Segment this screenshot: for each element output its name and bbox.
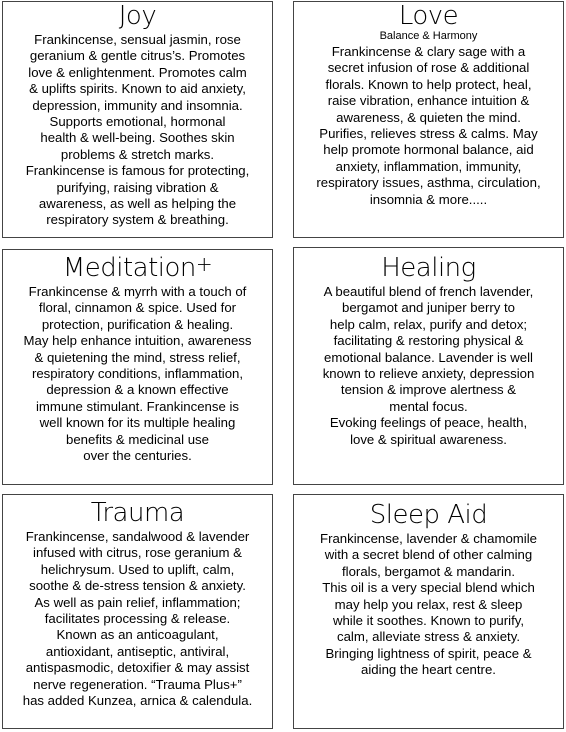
description-line: antioxidant, antiseptic, antiviral, xyxy=(45,643,230,659)
description-line: depression & a known effective xyxy=(46,382,229,398)
description-line: As well as pain relief, inflammation; xyxy=(34,594,241,610)
description-line: facilitates processing & release. xyxy=(44,611,231,627)
description-line: well known for its multiple healing xyxy=(39,415,236,431)
description-line: nerve regeneration. “Trauma Plus+” xyxy=(33,676,242,692)
plus-superscript: + xyxy=(195,252,213,276)
card-description xyxy=(294,284,563,448)
description-line: help promote hormonal balance, aid xyxy=(323,142,534,158)
description-line: may help you relax, rest & sleep xyxy=(334,596,523,612)
card-title: Trauma xyxy=(90,498,185,528)
description-line: May help enhance intuition, awareness xyxy=(23,333,252,349)
description-line: aiding the heart centre. xyxy=(361,662,496,678)
description-line: secret infusion of rose & additional xyxy=(327,60,530,76)
description-line: purifying, raising vibration & xyxy=(56,179,219,195)
description-line: Frankincense, lavender & chamomile xyxy=(320,531,537,546)
card-sleep-aid xyxy=(293,494,564,729)
card-description xyxy=(294,44,563,208)
description-line: Frankincense, sandalwood & lavender xyxy=(25,529,250,544)
card-love xyxy=(293,1,564,238)
description-line: calm, alleviate stress & anxiety. xyxy=(337,629,520,645)
description-line: raise vibration, enhance intuition & xyxy=(327,93,530,109)
description-line: insomnia & more..... xyxy=(369,191,488,207)
card-subtitle: Balance & Harmony xyxy=(379,30,478,42)
description-line: mental focus. xyxy=(389,398,468,414)
description-line: over the centuries. xyxy=(83,448,192,464)
description-line: florals, bergamot & mandarin. xyxy=(342,563,515,579)
card-description xyxy=(3,529,272,709)
card-joy xyxy=(2,1,273,238)
description-line: geranium & gentle citrus’s. Promotes xyxy=(29,48,246,64)
card-meditation xyxy=(2,249,273,485)
card-title: Joy xyxy=(118,1,157,31)
description-line: Supports emotional, hormonal xyxy=(49,114,226,130)
description-line: & uplifts spirits. Known to aid anxiety, xyxy=(29,81,246,97)
description-line: facilitating & restoring physical & xyxy=(333,333,524,349)
description-line: Purifies, relieves stress & calms. May xyxy=(319,126,538,142)
description-line: & quietening the mind, stress relief, xyxy=(34,349,241,365)
description-line: has added Kunzea, arnica & calendula. xyxy=(22,693,253,709)
description-line: love & spiritual awareness. xyxy=(350,431,507,447)
description-line: bergamot and juniper berry to xyxy=(341,300,515,316)
description-line: antispasmodic, detoxifier & may assist xyxy=(25,660,250,676)
card-description xyxy=(3,284,272,464)
description-line: Known as an anticoagulant, xyxy=(56,627,219,643)
card-title xyxy=(3,254,272,282)
description-line: known to relieve anxiety, depression xyxy=(322,366,535,382)
description-line: Frankincense & myrrh with a touch of xyxy=(28,284,247,299)
card-title: Healing xyxy=(381,253,476,283)
card-description xyxy=(3,32,272,229)
description-line: anxiety, inflammation, immunity, xyxy=(335,158,522,174)
card-description xyxy=(294,531,563,679)
card-title: Love xyxy=(398,1,459,31)
description-line: Frankincense, sensual jasmin, rose xyxy=(34,32,241,47)
description-line: respiratory system & breathing. xyxy=(46,212,229,228)
description-line: benefits & medicinal use xyxy=(66,431,209,447)
description-line: A beautiful blend of french lavender, xyxy=(323,284,534,299)
description-line: Frankincense is famous for protecting, xyxy=(25,163,250,179)
description-line: immune stimulant. Frankincense is xyxy=(35,398,239,414)
description-line: infused with citrus, rose geranium & xyxy=(33,545,242,561)
description-line: florals. Known to help protect, heal, xyxy=(325,76,532,92)
description-line: help calm, relax, purify and detox; xyxy=(329,316,528,332)
description-line: depression, immunity and insomnia. xyxy=(32,97,243,113)
description-line: awareness, as well as helping the xyxy=(38,196,237,212)
card-title: Sleep Aid xyxy=(369,500,488,530)
description-line: helichrysum. Used to uplift, calm, xyxy=(40,561,235,577)
description-line: love & enlightenment. Promotes calm xyxy=(28,64,247,80)
card-trauma xyxy=(2,494,273,729)
description-line: protection, purification & healing. xyxy=(41,316,234,332)
description-line: with a secret blend of other calming xyxy=(324,547,533,563)
description-line: tension & improve alertness & xyxy=(340,382,517,398)
description-line: health & well-being. Soothes skin xyxy=(40,130,235,146)
description-line: problems & stretch marks. xyxy=(60,146,215,162)
description-line: awareness, & quieten the mind. xyxy=(336,109,521,125)
description-line: respiratory conditions, inflammation, xyxy=(31,366,244,382)
description-line: Evoking feelings of peace, health, xyxy=(329,415,528,431)
description-line: Frankincense & clary sage with a xyxy=(331,44,526,59)
description-line: while it soothes. Known to purify, xyxy=(332,613,525,629)
description-line: respiratory issues, asthma, circulation, xyxy=(316,175,541,191)
description-line: Bringing lightness of spirit, peace & xyxy=(325,645,532,661)
description-line: This oil is a very special blend which xyxy=(322,580,535,596)
description-line: emotional balance. Lavender is well xyxy=(324,349,533,365)
card-healing xyxy=(293,247,564,485)
card-title-text: Meditation xyxy=(62,253,196,283)
description-line: soothe & de-stress tension & anxiety. xyxy=(29,578,246,594)
description-line: floral, cinnamon & spice. Used for xyxy=(38,300,237,316)
